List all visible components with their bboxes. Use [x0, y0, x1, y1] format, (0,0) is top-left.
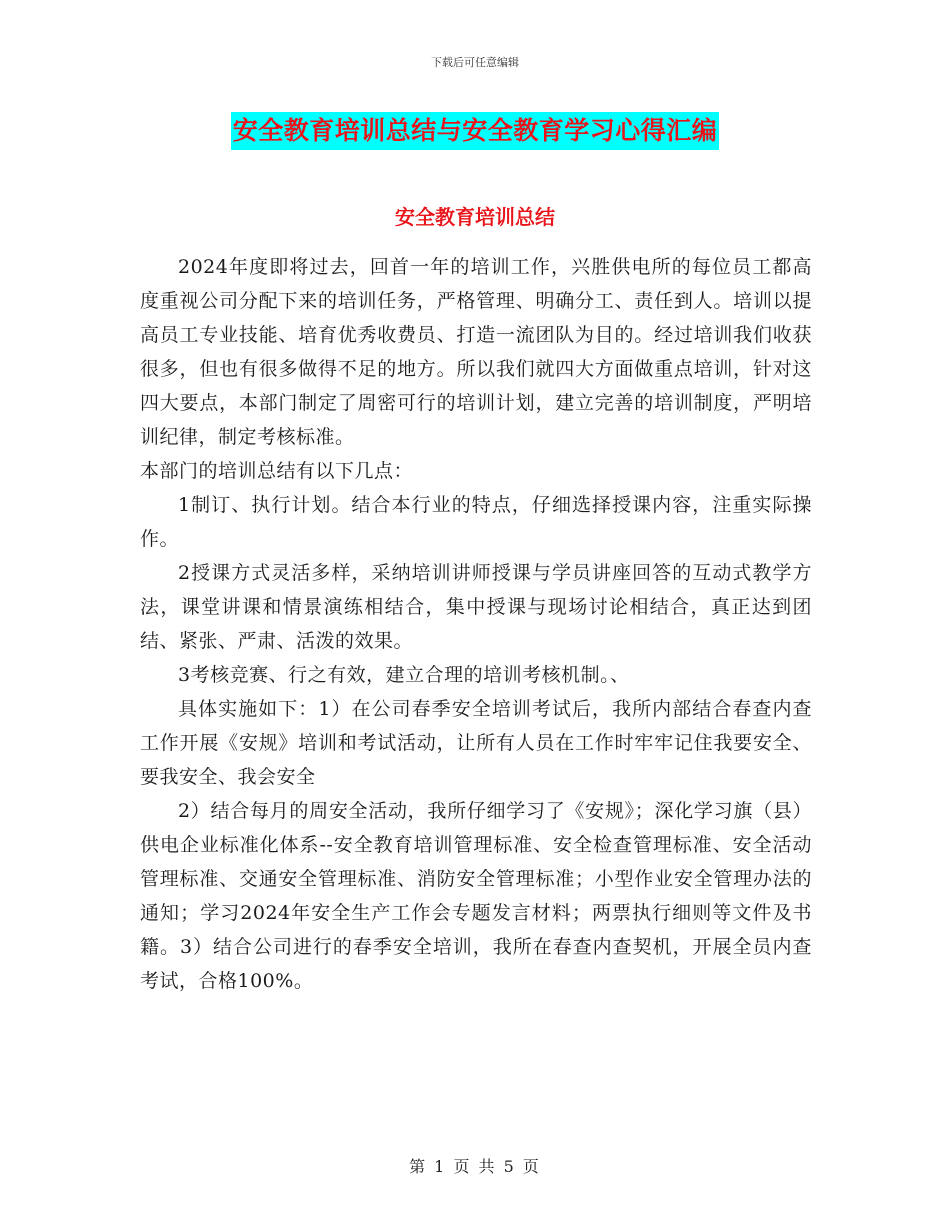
- header-note: 下载后可任意编辑: [431, 56, 519, 69]
- paragraph-point-1: 1制订、执行计划。结合本行业的特点，仔细选择授课内容，注重实际操作。: [140, 494, 812, 550]
- paragraph-point-3: 3考核竞赛、行之有效，建立合理的培训考核机制。、: [178, 664, 630, 686]
- paragraph-implementation-1: 具体实施如下：1）在公司春季安全培训考试后，我所内部结合春查内查工作开展《安规》培训和考试活动，让所有人员在工作时牢牢记住我要安全、要我安全、我会安全: [140, 698, 812, 788]
- paragraph-point-2: 2授课方式灵活多样，采纳培训讲师授课与学员讲座回答的互动式教学方法，课堂讲课和情景演练相结合，集中授课与现场讨论相结合，真正达到团结、紧张、严肃、活泼的效果。: [140, 562, 812, 652]
- paragraph-summary-lead: 本部门的培训总结有以下几点：: [140, 460, 414, 482]
- body-text: [140, 250, 812, 998]
- page-footer: 第 1 页 共 5 页: [409, 1157, 541, 1176]
- section-title: 安全教育培训总结: [395, 205, 555, 229]
- document-title-container: [0, 112, 950, 150]
- paragraph-intro: 2024年度即将过去，回首一年的培训工作，兴胜供电所的每位员工都高度重视公司分配下来的培训任务，严格管理、明确分工、责任到人。培训以提高员工专业技能、培育优秀收费员、打造一流团队为目的。经过培训我们收获很多，但也有很多做得不足的地方。所以我们就四大方面做重点培训，针对这四大要点，本部门制定了周密可行的培训计划，建立完善的培训制度，严明培训纪律，制定考核标准。: [140, 256, 812, 448]
- document-title: 安全教育培训总结与安全教育学习心得汇编: [231, 112, 720, 150]
- paragraph-implementation-2: 2）结合每月的周安全活动，我所仔细学习了《安规》；深化学习旗（县）供电企业标准化体系--安全教育培训管理标准、安全检查管理标准、安全活动管理标准、交通安全管理标准、消防安全管理标准；小型作业安全管理办法的通知；学习2024年安全生产工作会专题发言材料；两票执行细则等文件及书籍。3）结合公司进行的春季安全培训，我所在春查内查契机，开展全员内查考试，合格100%。: [140, 800, 812, 992]
